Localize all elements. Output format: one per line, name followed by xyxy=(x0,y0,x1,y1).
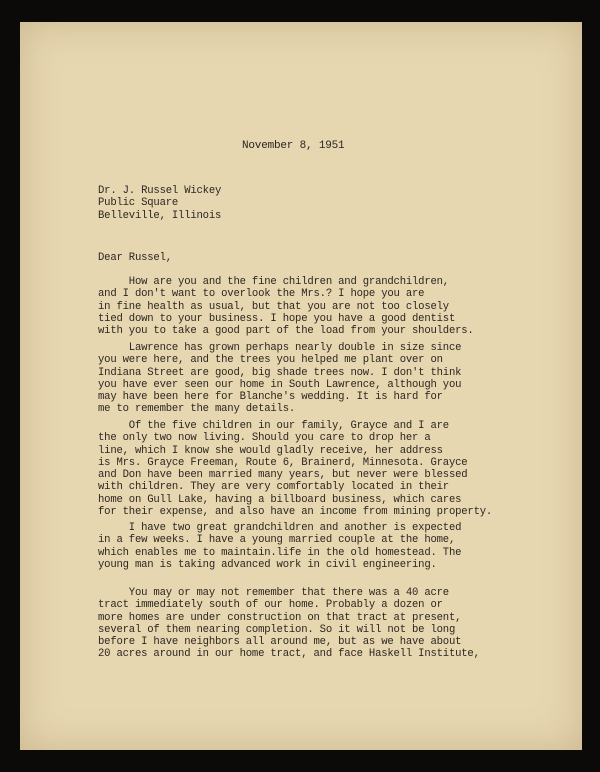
letter-body xyxy=(20,22,582,750)
text-line: 20 acres around in our home tract, and face Haskell Institute, xyxy=(98,648,480,661)
salutation: Dear Russel, xyxy=(98,252,172,264)
text-line: tied down to your business. I hope you have a good dentist xyxy=(98,312,456,325)
text-line: for their expense, and also have an income from mining property. xyxy=(98,506,493,519)
text-line: me to remember the many details. xyxy=(98,403,296,416)
recipient-address xyxy=(98,185,221,222)
letter-page xyxy=(20,22,582,750)
text-line: with you to take a good part of the load from your shoulders. xyxy=(98,325,474,338)
text-line: home on Gull Lake, having a billboard business, which cares xyxy=(98,493,462,506)
text-line: line, which I know she would gladly receive, her address xyxy=(98,444,443,457)
text-line: which enables me to maintain.life in the old homestead. The xyxy=(98,546,462,559)
text-line: and I don't want to overlook the Mrs.? I hope you are xyxy=(98,288,425,301)
text-line: you were here, and the trees you helped me plant over on xyxy=(98,354,443,367)
text-line: How are you and the fine children and grandchildren, xyxy=(98,276,449,288)
text-line: Of the five children in our family, Grayce and I are xyxy=(98,420,449,432)
recipient-line: Dr. J. Russel Wickey xyxy=(98,185,222,197)
text-line: before I have neighbors all around me, but as we have about xyxy=(98,636,462,649)
paragraph xyxy=(98,522,558,571)
paragraph xyxy=(98,276,558,337)
text-line: may have been here for Blanche's wedding. It is hard for xyxy=(98,391,443,404)
text-line: Lawrence has grown perhaps nearly double in size since xyxy=(98,342,462,354)
text-line: the only two now living. Should you care to drop her a xyxy=(98,432,431,445)
recipient-line: Belleville, Illinois xyxy=(98,209,222,222)
text-line: with children. They are very comfortably located in their xyxy=(98,481,449,494)
letter-date: November 8, 1951 xyxy=(242,140,345,152)
text-line: You may or may not remember that there was a 40 acre xyxy=(98,587,449,599)
text-line: young man is taking advanced work in civil engineering. xyxy=(98,558,437,571)
text-line: in fine health as usual, but that you are not too closely xyxy=(98,300,449,313)
text-line: several of them nearing completion. So it will not be long xyxy=(98,623,456,636)
text-line: and Don have been married many years, but never were blessed xyxy=(98,469,468,482)
text-line: is Mrs. Grayce Freeman, Route 6, Brainerd, Minnesota. Grayce xyxy=(98,456,468,469)
text-line: Indiana Street are good, big shade trees now. I don't think xyxy=(98,366,462,379)
paragraph xyxy=(98,587,558,661)
recipient-line: Public Square xyxy=(98,197,179,210)
text-line: more homes are under construction on that tract at present, xyxy=(98,611,462,624)
text-line: you have ever seen our home in South Lawrence, although you xyxy=(98,378,462,391)
paragraph xyxy=(98,342,558,416)
text-line: in a few weeks. I have a young married couple at the home, xyxy=(98,534,456,547)
paragraph xyxy=(98,420,558,518)
text-line: tract immediately south of our home. Probably a dozen or xyxy=(98,599,443,612)
text-line: I have two great grandchildren and another is expected xyxy=(98,522,462,534)
